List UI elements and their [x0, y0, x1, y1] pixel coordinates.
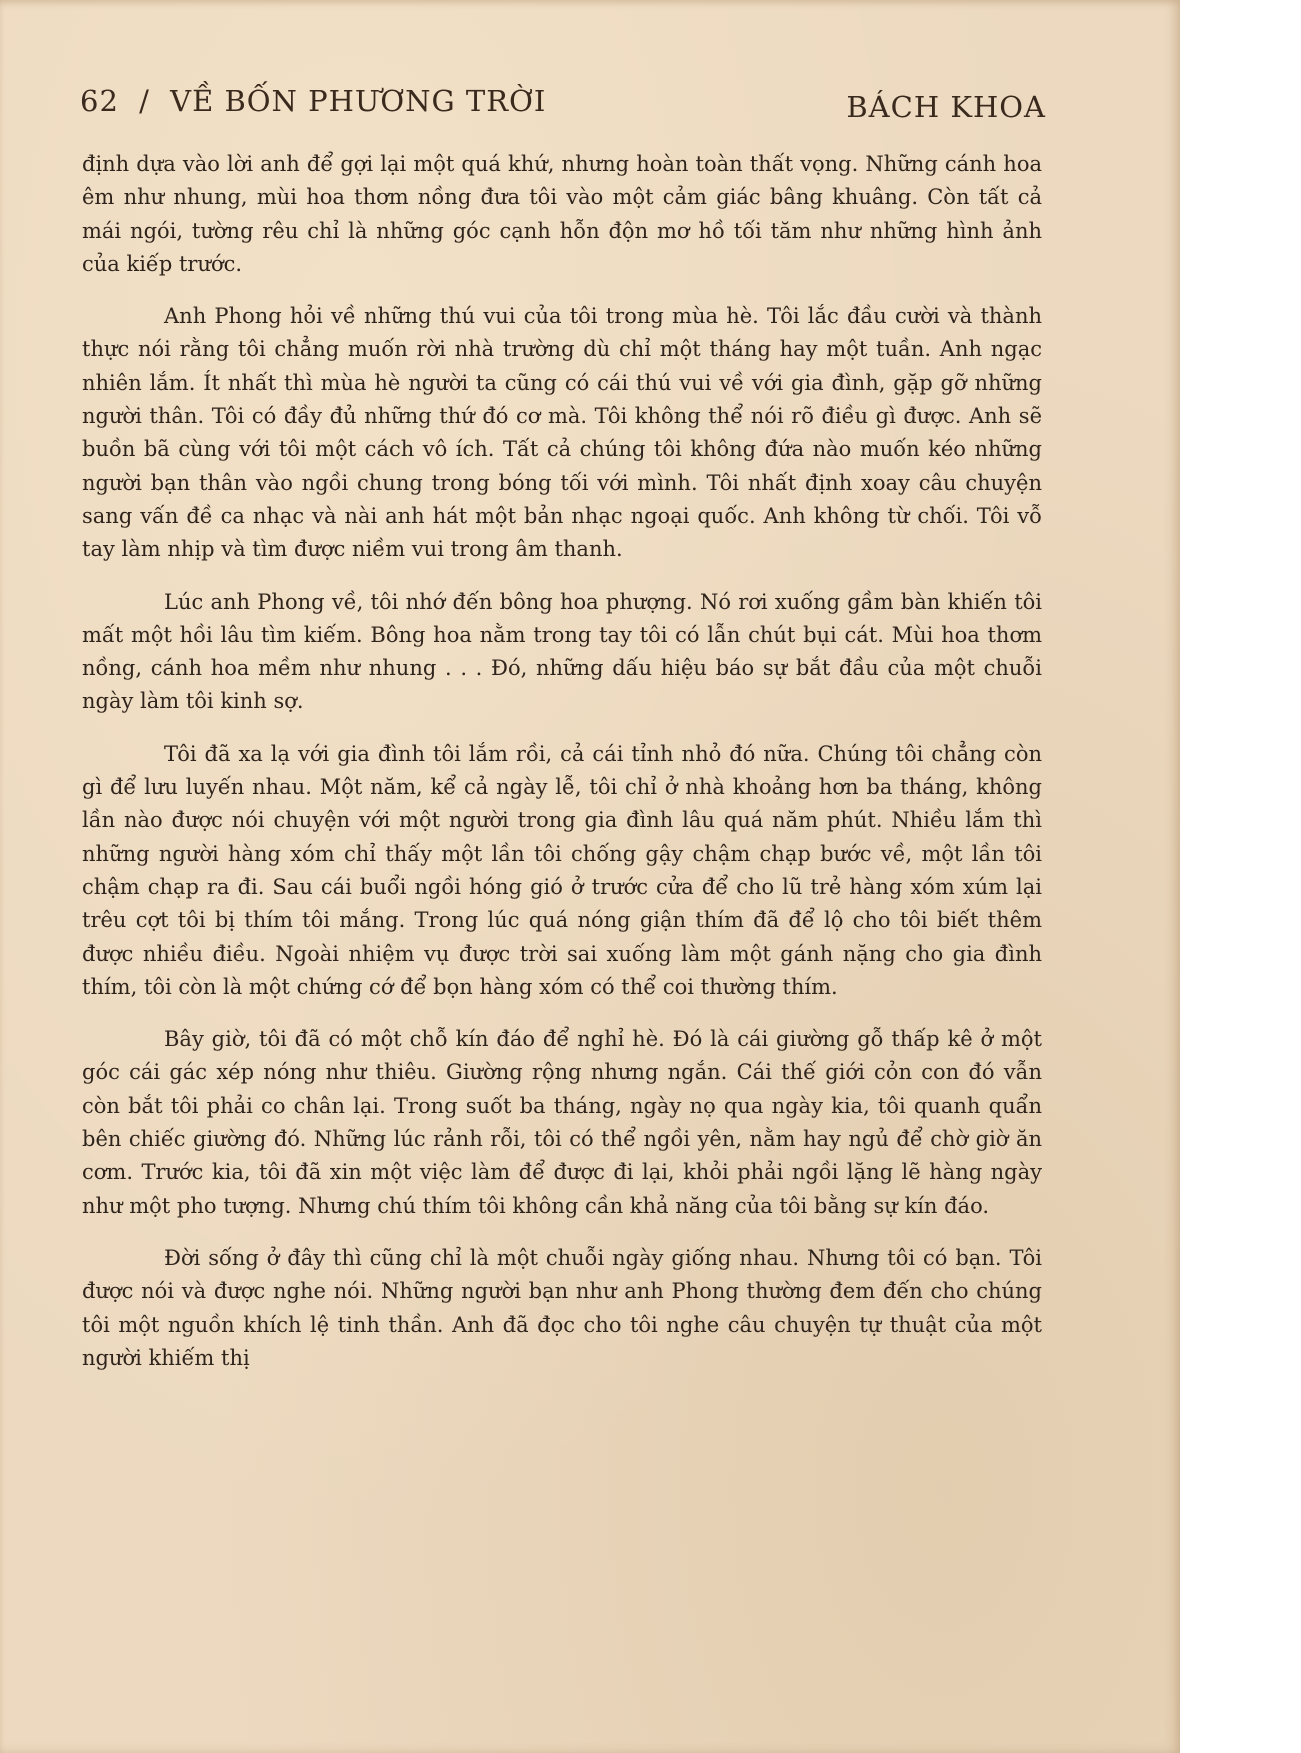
magazine-name: BÁCH KHOA [846, 90, 1046, 124]
running-head-left [80, 84, 546, 118]
paragraph: Tôi đã xa lạ với gia đình tôi lắm rồi, cả cái tỉnh nhỏ đó nữa. Chúng tôi chẳng còn gì để lưu luyến nhau. Một năm, kể cả ngày lễ, tôi chỉ ở nhà khoảng hơn ba tháng, không lần nào được nói chuyện với một người trong gia đình lâu quá năm phút. Nhiều lắm thì những người hàng xóm chỉ thấy một lần tôi chống gậy chậm chạp bước về, một lần tôi chậm chạp ra đi. Sau cái buổi ngồi hóng gió ở trước cửa để cho lũ trẻ hàng xóm xúm lại trêu cợt tôi bị thím tôi mắng. Trong lúc quá nóng giận thím đã để lộ cho tôi biết thêm được nhiều điều. Ngoài nhiệm vụ được trời sai xuống làm một gánh nặng cho gia đình thím, tôi còn là một chứng cớ để bọn hàng xóm có thể coi thường thím. [82, 741, 1042, 999]
paragraph: định dựa vào lời anh để gợi lại một quá khứ, nhưng hoàn toàn thất vọng. Những cánh hoa êm như nhung, mùi hoa thơm nồng đưa tôi vào một cảm giác bâng khuâng. Còn tất cả mái ngói, tường rêu chỉ là những góc cạnh hỗn độn mơ hồ tối tăm như những hình ảnh của kiếp trước. [82, 152, 1042, 276]
section-title: VỀ BỐN PHƯƠNG TRỜI [170, 84, 547, 118]
paragraph: Lúc anh Phong về, tôi nhớ đến bông hoa phượng. Nó rơi xuống gầm bàn khiến tôi mất một hồi lâu tìm kiếm. Bông hoa nằm trong tay tôi có lẫn chút bụi cát. Mùi hoa thơm nồng, cánh hoa mềm như nhung . . . Đó, những dấu hiệu báo sự bắt đầu của một chuỗi ngày làm tôi kinh sợ. [82, 589, 1042, 714]
paragraph: Bây giờ, tôi đã có một chỗ kín đáo để nghỉ hè. Đó là cái giường gỗ thấp kê ở một góc cái gác xép nóng như thiêu. Giường rộng nhưng ngắn. Cái thế giới cỏn con đó vẫn còn bắt tôi phải co chân lại. Trong suốt ba tháng, ngày nọ qua ngày kia, tôi quanh quẩn bên chiếc giường đó. Những lúc rảnh rỗi, tôi có thể ngồi yên, nằm hay ngủ để chờ giờ ăn cơm. Trước kia, tôi đã xin một việc làm để được đi lại, khỏi phải ngồi lặng lẽ hàng ngày như một pho tượng. Nhưng chú thím tôi không cần khả năng của tôi bằng sự kín đáo. [82, 1027, 1042, 1218]
paragraph: Anh Phong hỏi về những thú vui của tôi trong mùa hè. Tôi lắc đầu cười và thành thực nói rằng tôi chẳng muốn rời nhà trường dù chỉ một tháng hay một tuần. Anh ngạc nhiên lắm. Ít nhất thì mùa hè người ta cũng có cái thú vui về với gia đình, gặp gỡ những người thân. Tôi có đầy đủ những thứ đó cơ mà. Tôi không thể nói rõ điều gì được. Anh sẽ buồn bã cùng với tôi một cách vô ích. Tất cả chúng tôi không đứa nào muốn kéo những người bạn thân vào ngồi chung trong bóng tối với mình. Tôi nhất định xoay câu chuyện sang vấn đề ca nhạc và nài anh hát một bản nhạc ngoại quốc. Anh không từ chối. Tôi vỗ tay làm nhịp và tìm được niềm vui trong âm thanh. [82, 304, 1042, 562]
page-number: 62 [80, 84, 119, 118]
header-separator: / [139, 84, 150, 118]
paragraph: Đời sống ở đây thì cũng chỉ là một chuỗi ngày giống nhau. Nhưng tôi có bạn. Tôi được nói và được nghe nói. Những người bạn như anh Phong thường đem đến cho chúng tôi một nguồn khích lệ tinh thần. Anh đã đọc cho tôi nghe câu chuyện tự thuật của một người khiếm thị [82, 1245, 1042, 1370]
page-header [80, 80, 1046, 130]
article-body [82, 148, 1042, 1394]
